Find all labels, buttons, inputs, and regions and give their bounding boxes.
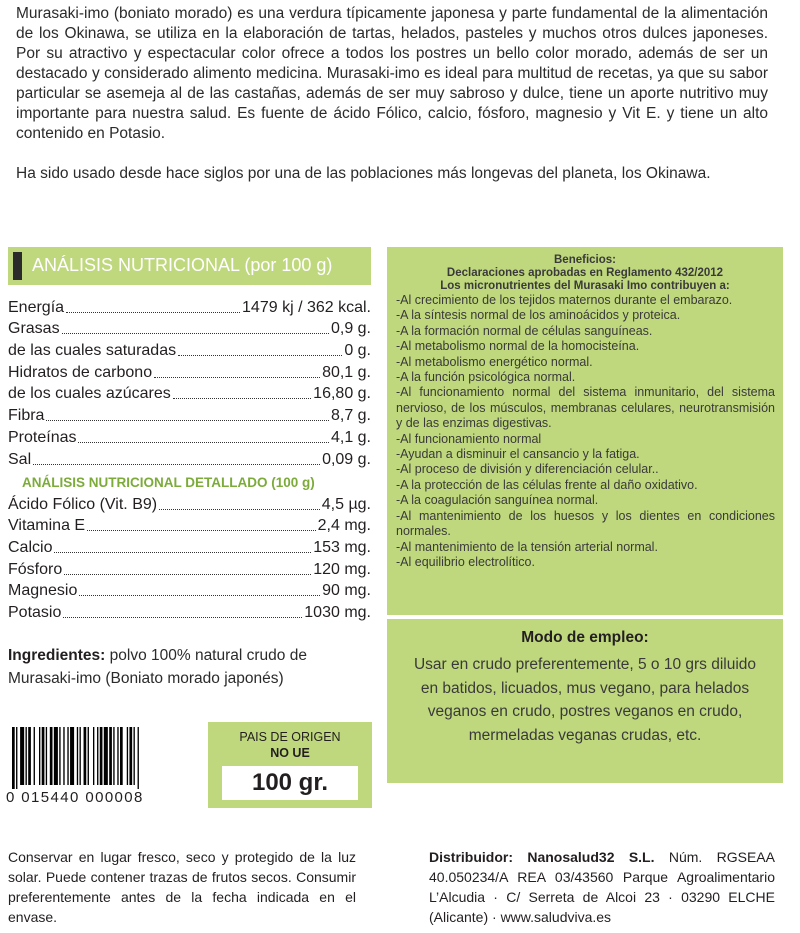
usage-text: Usar en crudo preferentemente, 5 o 10 grs diluido en batidos, licuados, mus vegano, para helados veganos en crudo, postres veganos en crudo, mermeladas veganas crudas, etc. [413,656,757,744]
row-label: Magnesio [8,582,78,600]
dot-leader [62,333,329,334]
row-label: de las cuales saturadas [8,342,177,360]
detailed-row-magnesium [8,580,371,602]
row-value: 90 mg. [322,582,371,600]
nutrition-row-saturated [8,339,371,361]
dot-leader [64,574,311,575]
distributor-label: Distribuidor: Nanosalud32 S.L. [429,849,655,865]
distributor-text: Núm. RGSEAA 40.050234/A REA 03/43560 Parque Agroalimentario L’Alcudia · C/ Serreta de Alcoi 23 · 03290 ELCHE (Alicante) · www.saludviva.es [429,849,775,925]
ingredients-label: Ingredientes: [8,647,106,664]
usage-title: Modo de empleo: [521,629,649,646]
benefit-item: -A la síntesis normal de los aminoácidos y proteica. [396,308,681,323]
nutrition-row-carbs [8,361,371,383]
row-label: Grasas [8,320,60,338]
dot-leader [63,617,302,618]
nutrition-row-salt [8,448,371,470]
benefit-item: -Al funcionamiento normal [396,431,542,446]
benefits-box [387,247,783,615]
dot-leader [173,398,311,399]
row-label: Potasio [8,604,62,622]
detailed-row-potassium [8,601,371,623]
row-label: de los cuales azúcares [8,385,171,403]
row-value: 16,80 g. [313,385,371,403]
row-value: 80,1 g. [322,363,371,381]
row-value: 120 mg. [313,560,371,578]
nutrition-row-energy [8,296,371,318]
dot-leader [46,420,329,421]
benefit-item: -A la función psicológica normal. [396,370,576,385]
dot-leader [87,530,316,531]
benefit-item: -Al mantenimiento de la tensión arterial normal. [396,539,658,554]
detailed-row-vitamin-e [8,515,371,537]
distributor-info [429,847,775,927]
benefits-title: Beneficios: [554,254,616,266]
dot-leader [154,377,320,378]
benefits-intro: Los micronutrientes del Murasaki Imo contribuyen a: [440,280,730,292]
dot-leader [33,464,320,465]
benefit-item: -Al proceso de división y diferenciación celular.. [396,462,659,477]
nutrition-row-protein [8,426,371,448]
nutrition-table [8,296,371,470]
benefit-item: -Ayudan a disminuir el cansancio y la fatiga. [396,447,640,462]
row-label: Vitamina E [8,517,86,535]
usage-box [387,619,783,783]
dot-leader [178,355,342,356]
dot-leader [79,595,320,596]
benefit-item: -Al crecimiento de los tejidos maternos durante el embarazo. [396,293,733,307]
intro-paragraph-2: Ha sido usado desde hace siglos por una de las poblaciones más longevas del planeta, los Okinawa. [16,165,711,182]
row-value: 4,5 µg. [321,495,371,513]
nutrition-row-fiber [8,404,371,426]
benefit-item: -Al mantenimiento de los huesos y los dientes en condiciones normales. [396,508,775,539]
dot-leader [78,442,328,443]
row-label: Fibra [8,407,45,425]
row-value: 4,1 g. [330,428,371,446]
row-value: 2,4 mg. [317,517,371,535]
row-value: 0,09 g. [322,450,371,468]
origin-box [208,722,372,808]
benefit-item: -Al funcionamiento normal del sistema inmunitario, del sistema nervioso, de los músculos, membranas celulares, neurotransmisión y de las enzimas digestivas. [396,385,775,431]
row-value: 153 mg. [313,539,371,557]
detailed-table [8,493,371,623]
row-value: 8,7 g. [330,407,371,425]
row-label: Fósforo [8,560,63,578]
row-value: 0,9 g. [330,320,371,338]
row-label: Calcio [8,539,53,557]
detailed-row-phosphorus [8,558,371,580]
dot-leader [66,312,240,313]
nutrition-header [8,247,371,285]
nutrition-row-fat [8,318,371,340]
barcode-icon [8,727,198,789]
benefit-item: -Al equilibrio electrolítico. [396,554,535,569]
intro-paragraph-1: Murasaki-imo (boniato morado) es una verdura típicamente japonesa y parte fundamental de la alimentación de los Okinawa, se utiliza en la elaboración de tartas, helados, pasteles y muchos otros dulces japoneses. Por su atractivo y espectacular color ofrece a todos los postres un bello color morado, además de ser un destacado y considerado alimento medicina. Murasaki-imo es ideal para multitud de recetas, ya que su sabor particular se asemeja al de las castañas, además de ser muy sabroso y dulce, tiene un aporte nutritivo muy importante para nuestra salud. Es fuente de ácido Fólico, calcio, fósforo, magnesio y Vit E. y tiene un alto contenido en Potasio. [16,5,768,142]
origin-value: NO UE [270,746,310,760]
intro-text [16,4,768,204]
barcode-number: 0 015440 000008 [6,789,144,806]
row-label: Energía [8,298,65,316]
header-accent-bar [13,252,22,280]
benefit-item: -A la protección de las células frente al daño oxidativo. [396,477,698,492]
benefit-item: -A la coagulación sanguínea normal. [396,493,599,508]
detailed-row-folic [8,493,371,515]
row-label: Ácido Fólico (Vit. B9) [8,495,158,513]
dot-leader [54,552,311,553]
benefit-item: -Al metabolismo energético normal. [396,354,593,369]
benefit-item: -Al metabolismo normal de la homocisteína. [396,339,640,354]
nutrition-row-sugars [8,383,371,405]
dot-leader [159,509,320,510]
row-value: 1030 mg. [304,604,371,622]
net-weight: 100 gr. [222,766,358,800]
storage-text: Conservar en lugar fresco, seco y protegido de la luz solar. Puede contener trazas de frutos secos. Consumir preferentemente antes de la fecha indicada en el envase. [8,849,356,925]
benefit-item: -A la formación normal de células sanguíneas. [396,323,653,338]
row-label: Hidratos de carbono [8,363,153,381]
row-label: Sal [8,450,32,468]
row-value: 1479 kj / 362 kcal. [242,298,371,316]
detailed-title: ANÁLISIS NUTRICIONAL DETALLADO (100 g) [22,475,315,490]
ingredients-text: polvo 100% natural crudo de Murasaki-imo (Boniato morado japonés) [8,647,307,687]
benefits-regulation: Declaraciones aprobadas en Reglamento 432/2012 [446,267,724,279]
row-label: Proteínas [8,428,77,446]
origin-label: PAIS DE ORIGEN [239,730,341,744]
nutrition-title: ANÁLISIS NUTRICIONAL (por 100 g) [32,255,333,275]
row-value: 0 g. [344,342,371,360]
benefits-list [396,293,775,570]
ingredients [8,644,378,690]
detailed-row-calcium [8,536,371,558]
